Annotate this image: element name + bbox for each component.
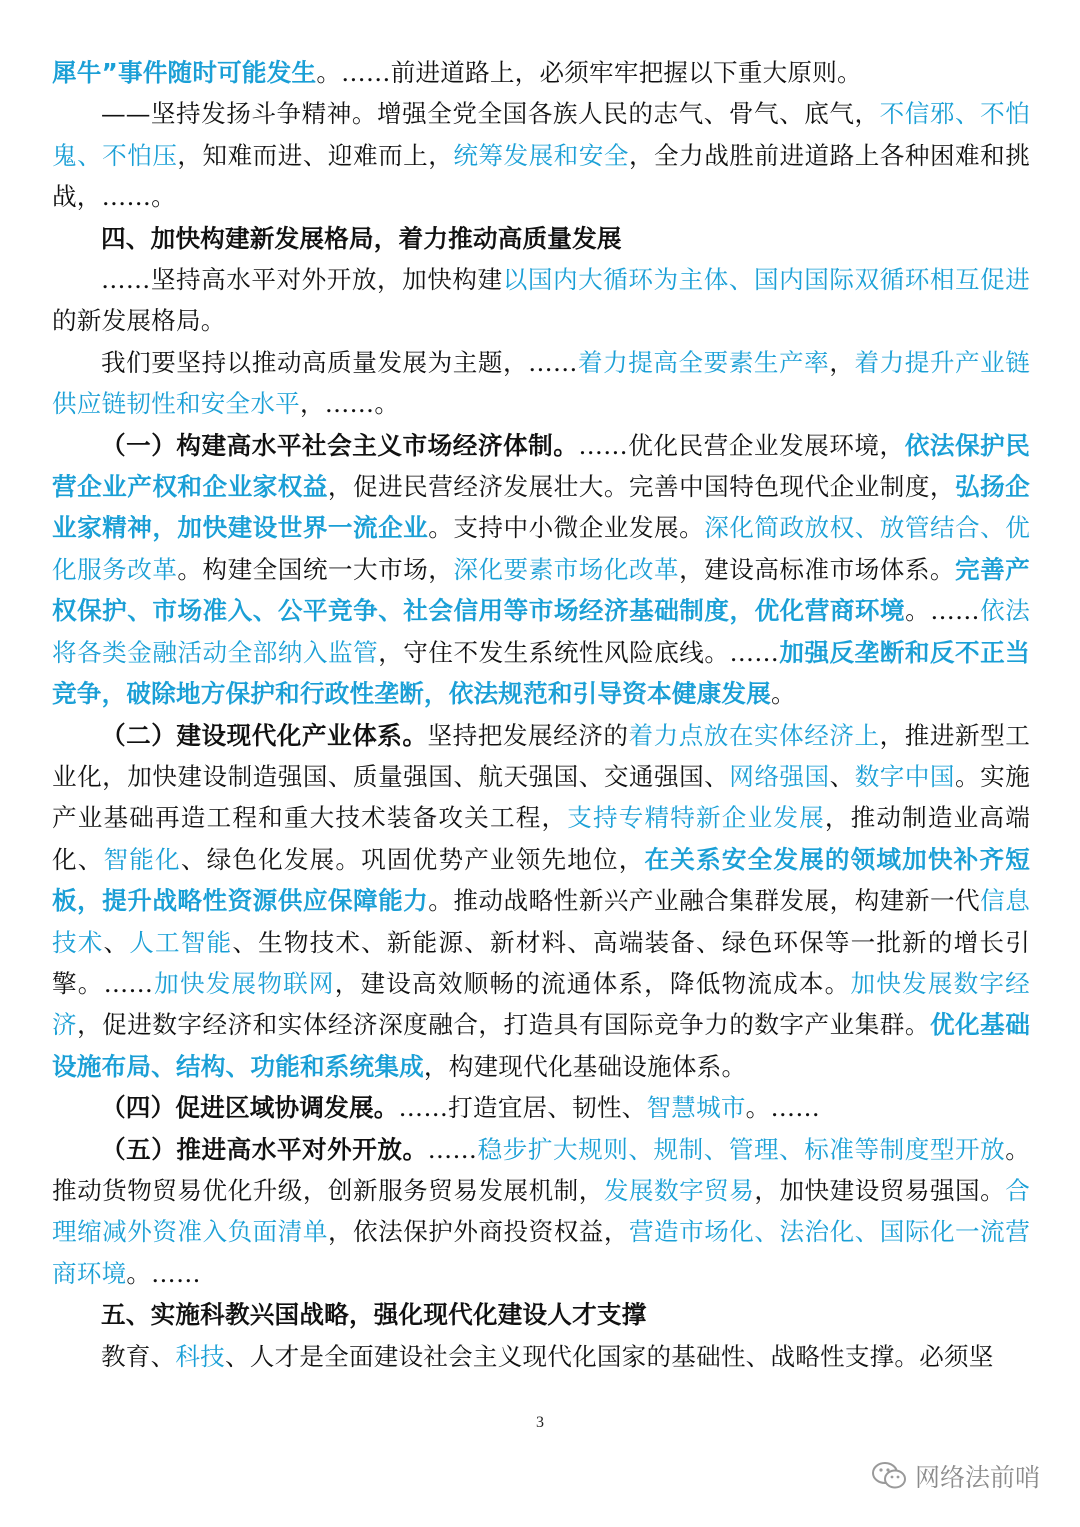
body-text: 。……前进道路上，必须牢牢把握以下重大原则。 [316, 58, 862, 87]
highlighted-text: 优化基础设施布局、结构、功能和系统集成 [52, 1010, 1030, 1081]
highlighted-text: 合理缩减外资准入负面清单 [52, 1175, 1030, 1247]
highlighted-text: 统筹发展和安全 [453, 140, 629, 170]
highlighted-text: 着力提高全要素生产率 [577, 347, 830, 377]
highlighted-text: 在关系安全发展的领域加快补齐短板，提升战略性资源供应保障能力 [52, 844, 1030, 916]
body-text: ……打造宜居、韧性、 [398, 1093, 647, 1123]
paragraph [52, 218, 1030, 259]
highlighted-text: 发展数字贸易 [603, 1175, 755, 1205]
highlighted-text: 弘扬企业家精神，加快建设世界一流企业 [52, 472, 1030, 543]
highlighted-text: 不信邪、不怕鬼、不怕压 [52, 99, 1031, 170]
body-text: 、 [829, 761, 855, 791]
highlighted-text: 犀牛”事件随时可能发生 [52, 58, 317, 87]
body-text: ，全力战胜前进道路上各种困难和挑战，……。 [52, 140, 1030, 212]
body-text: 。…… [745, 1093, 821, 1123]
body-text: 。构建全国统一大市场， [177, 554, 454, 584]
body-text: ，促进民营经济发展壮大。完善中国特色现代企业制度， [327, 472, 956, 502]
paragraph [52, 425, 1030, 715]
body-text: 的新发展格局。 [52, 306, 226, 336]
body-text: 、生物技术、新能源、新材料、高端装备、绿色环保等一批新的增长引擎。…… [52, 927, 1030, 998]
paragraph [52, 1336, 1030, 1377]
body-text: ，建设高效顺畅的流通体系，降低物流成本。 [334, 968, 851, 998]
paragraph [52, 259, 1030, 342]
heading-text: 五、实施科教兴国战略，强化现代化建设人才支撑 [101, 1300, 647, 1330]
highlighted-text: 依法将各类金融活动全部纳入监管 [52, 596, 1030, 667]
highlighted-text: 着力点放在实体经济上 [628, 720, 880, 750]
heading-text: （五）推进高水平对外开放。 [101, 1134, 428, 1164]
body-text: ，建设高标准市场体系。 [679, 554, 956, 584]
body-text: ——坚持发扬斗争精神。增强全党全国各族人民的志气、骨气、底气， [101, 99, 880, 129]
highlighted-text: 加强反垄断和反不正当竞争，破除地方保护和行政性垄断，依法规范和引导资本健康发展 [52, 637, 1030, 709]
body-text: 坚持把发展经济的 [427, 720, 629, 750]
paragraph [52, 93, 1030, 217]
highlighted-text: 以国内大循环为主体、国内国际双循环相互促进 [502, 265, 1031, 295]
highlighted-text: 深化要素市场化改革 [453, 554, 680, 584]
body-text: ，守住不发生系统性风险底线。…… [378, 637, 780, 667]
highlighted-text: 智能化 [103, 844, 181, 874]
highlighted-text: 智慧城市 [646, 1093, 746, 1123]
body-text: ，推进新型工业化，加快建设制造强国、质量强国、航天强国、交通强国、 [52, 720, 1030, 791]
body-text: 教育、 [101, 1341, 176, 1371]
highlighted-text: 完善产权保护、市场准入、公平竞争、社会信用等市场经济基础制度，优化营商环境 [52, 554, 1030, 626]
heading-text: （一）构建高水平社会主义市场经济体制。 [101, 430, 579, 460]
page-number: 3 [536, 1414, 544, 1431]
highlighted-text: 网络强国 [729, 761, 830, 791]
highlighted-text: 加快发展物联网 [153, 968, 335, 998]
highlighted-text: 营造市场化、法治化、国际化一流营商环境 [52, 1217, 1031, 1288]
body-text: 。 [771, 679, 796, 709]
paragraph [52, 1087, 1030, 1128]
body-text: 、绿色化发展。巩固优势产业领先地位， [180, 844, 645, 874]
body-text: ……优化民营企业发展环境， [578, 430, 905, 460]
body-text: ，知难而进、迎难而上， [177, 140, 454, 170]
body-text: ……坚持高水平对外开放，加快构建 [101, 265, 503, 295]
highlighted-text: 依法保护民营企业产权和企业家权益 [52, 430, 1030, 502]
highlighted-text: 信息技术 [52, 886, 1030, 957]
body-text: 。支持中小微企业发展。 [428, 513, 705, 543]
heading-text: （二）建设现代化产业体系。 [101, 720, 428, 750]
highlighted-text: 稳步扩大规则、规制、管理、标准等制度型开放 [477, 1134, 1006, 1164]
paragraph [52, 342, 1030, 425]
body-text: 。…… [126, 1258, 201, 1288]
highlighted-text: 支持专精特新企业发展 [567, 803, 825, 833]
highlighted-text: 科技 [175, 1341, 225, 1371]
paragraph [52, 1294, 1030, 1335]
body-text: ，构建现代化基础设施体系。 [423, 1051, 747, 1081]
highlighted-text: 加快发展数字经济 [52, 968, 1030, 1040]
body-text: 。实施产业基础再造工程和重大技术装备攻关工程， [52, 761, 1030, 833]
body-text: …… [427, 1134, 478, 1164]
body-text: ，……。 [299, 389, 400, 419]
body-text: 。推动货物贸易优化升级，创新服务贸易发展机制， [52, 1134, 1030, 1205]
body-text: 、 [103, 927, 130, 957]
highlighted-text: 数字中国 [854, 761, 956, 791]
watermark-text: 网络法前哨 [914, 1463, 1040, 1492]
body-text: ，依法保护外商投资权益， [327, 1217, 629, 1247]
paragraph [52, 1129, 1030, 1295]
wechat-icon [871, 1461, 907, 1491]
body-text: 。推动战略性新兴产业融合集群发展，构建新一代 [428, 886, 981, 916]
body-text: ， [829, 347, 855, 377]
highlighted-text: 人工智能 [129, 927, 233, 957]
body-text: 。…… [905, 596, 980, 626]
highlighted-text: 深化简政放权、放管结合、优化服务改革 [52, 513, 1030, 584]
body-text: 我们要坚持以推动高质量发展为主题，…… [101, 347, 578, 377]
heading-text: （四）促进区域协调发展。 [101, 1093, 399, 1123]
paragraph [52, 715, 1030, 1088]
body-text: ，加快建设贸易强国。 [754, 1175, 1006, 1205]
highlighted-text: 着力提升产业链供应链韧性和安全水平 [52, 347, 1030, 419]
body-text: ，促进数字经济和实体经济深度融合，打造具有国际竞争力的数字产业集群。 [77, 1010, 930, 1040]
document-body [52, 52, 1030, 1377]
heading-text: 四、加快构建新发展格局，着力推动高质量发展 [101, 223, 622, 253]
watermark [871, 1458, 1040, 1494]
paragraph [52, 52, 1030, 93]
body-text: ，推动制造业高端化、 [52, 803, 1030, 874]
body-text: 、人才是全面建设社会主义现代化国家的基础性、战略性支撑。必须坚 [224, 1341, 994, 1371]
